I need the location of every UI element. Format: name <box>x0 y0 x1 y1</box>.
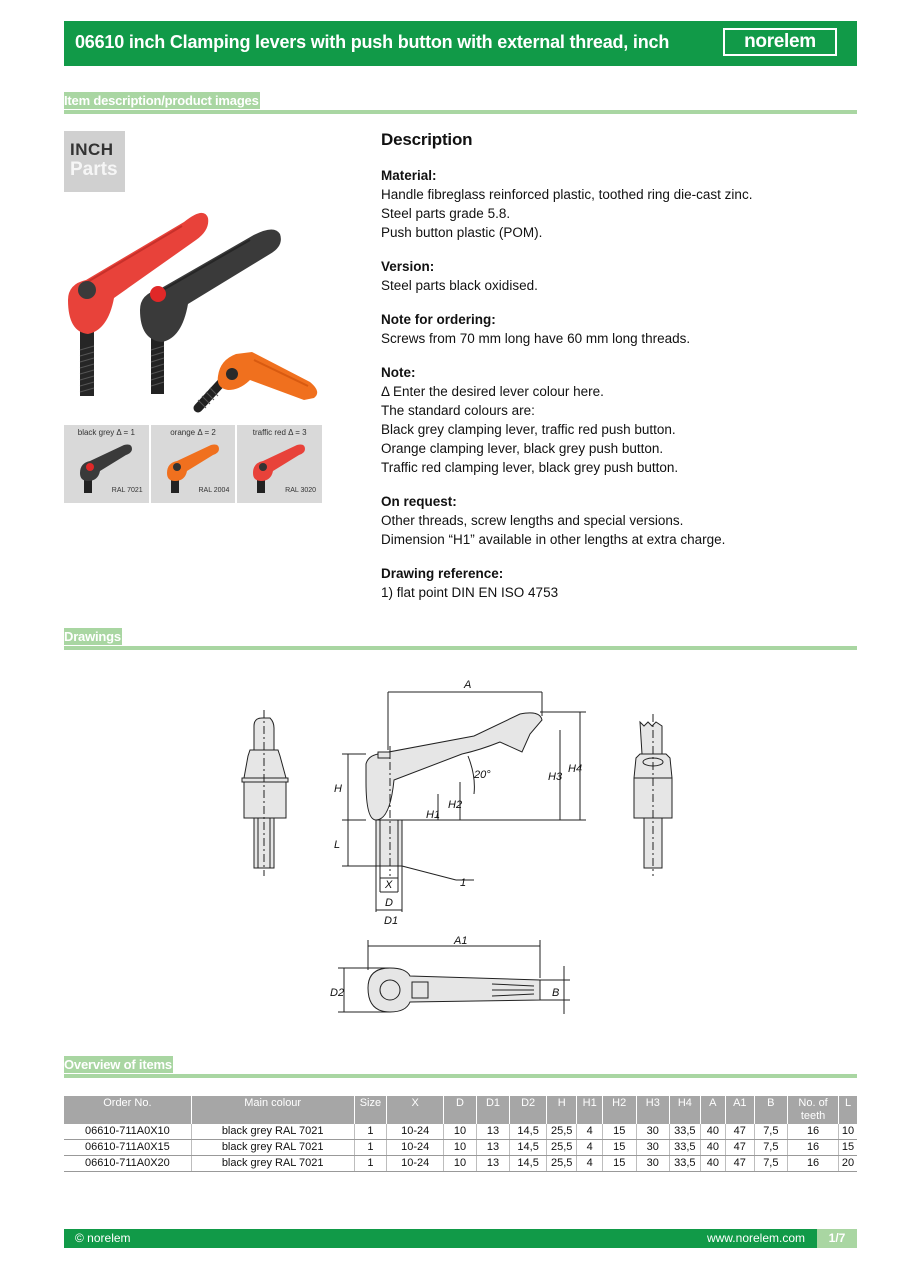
section-title-drawings: Drawings <box>64 629 121 644</box>
dim-label-b: B <box>552 987 560 999</box>
section-title-overview: Overview of items <box>64 1057 172 1072</box>
note-block <box>381 363 851 477</box>
section-title-product: Item description/product images <box>64 93 259 108</box>
cell: 16 <box>788 1124 839 1140</box>
cell: 47 <box>726 1156 755 1172</box>
on-request-block <box>381 492 851 549</box>
cell: black grey RAL 7021 <box>191 1156 354 1172</box>
dim-label-l: L <box>334 839 341 851</box>
drawing-reference-block <box>381 564 851 602</box>
col-h4: H4 <box>670 1096 701 1124</box>
swatch-black-grey <box>64 425 149 503</box>
block-line: Push button plastic (POM). <box>381 225 543 240</box>
block-line: The standard colours are: <box>381 403 535 418</box>
cell: 16 <box>788 1140 839 1156</box>
block-heading: Drawing reference: <box>381 566 504 581</box>
table-header-row <box>64 1096 857 1124</box>
col-a1: A1 <box>726 1096 755 1124</box>
dim-label-d: D <box>385 897 393 909</box>
col-order-no: Order No. <box>64 1096 191 1124</box>
cell: 7,5 <box>754 1156 788 1172</box>
cell: 15 <box>602 1124 636 1140</box>
section-rule <box>64 1074 857 1078</box>
block-heading: On request: <box>381 494 457 509</box>
block-line: 1) flat point DIN EN ISO 4753 <box>381 585 559 600</box>
block-heading: Note for ordering: <box>381 312 496 327</box>
col-h: H <box>546 1096 577 1124</box>
cell: 30 <box>636 1124 670 1140</box>
cell: 25,5 <box>546 1156 577 1172</box>
block-line: Handle fibreglass reinforced plastic, toothed ring die-cast zinc. <box>381 187 753 202</box>
dim-label-a1: A1 <box>454 935 468 947</box>
norelem-logo: norelem <box>723 28 837 56</box>
cell: 47 <box>726 1140 755 1156</box>
ordering-note-block <box>381 310 851 348</box>
col-d: D <box>444 1096 477 1124</box>
orange-lever-icon <box>198 352 317 408</box>
description-title: Description <box>381 130 473 149</box>
cell: 30 <box>636 1156 670 1172</box>
cell: 33,5 <box>670 1140 701 1156</box>
col-d1: D1 <box>476 1096 510 1124</box>
reference-label: 1 <box>460 877 467 889</box>
block-line: Steel parts black oxidised. <box>381 278 538 293</box>
cell: 33,5 <box>670 1156 701 1172</box>
cell: 06610-711A0X15 <box>64 1140 191 1156</box>
block-line: Other threads, screw lengths and special versions. <box>381 513 684 528</box>
cell: 15 <box>602 1156 636 1172</box>
description-panel <box>381 130 851 617</box>
table-row <box>64 1140 857 1156</box>
top-view <box>338 940 570 1014</box>
copyright: © norelem <box>75 1231 131 1245</box>
cell: 7,5 <box>754 1140 788 1156</box>
cell: black grey RAL 7021 <box>191 1124 354 1140</box>
col-l: L <box>839 1096 857 1124</box>
page-footer <box>64 1229 857 1248</box>
swatch-ral: RAL 7021 <box>111 487 143 494</box>
cell: 47 <box>726 1124 755 1140</box>
cell: 10-24 <box>387 1140 444 1156</box>
block-line: Screws from 70 mm long have 60 mm long threads. <box>381 331 691 346</box>
cell: 33,5 <box>670 1124 701 1140</box>
block-line: Black grey clamping lever, traffic red push button. <box>381 422 676 437</box>
section-rule <box>64 110 857 114</box>
page-title: 06610 inch Clamping levers with push button with external thread, inch <box>75 32 670 52</box>
cell: 1 <box>354 1124 387 1140</box>
cell: 10 <box>444 1140 477 1156</box>
cell: 13 <box>476 1156 510 1172</box>
cell: 13 <box>476 1124 510 1140</box>
dim-label-d1: D1 <box>384 915 399 927</box>
table-row <box>64 1124 857 1140</box>
block-heading: Note: <box>381 365 416 380</box>
cell: 40 <box>700 1156 725 1172</box>
page-header <box>64 21 857 66</box>
cell: 06610-711A0X20 <box>64 1156 191 1172</box>
col-main-colour: Main colour <box>191 1096 354 1124</box>
cell: 15 <box>839 1140 857 1156</box>
cell: 06610-711A0X10 <box>64 1124 191 1140</box>
cell: 30 <box>636 1140 670 1156</box>
cell: 16 <box>788 1156 839 1172</box>
cell: 10 <box>444 1156 477 1172</box>
items-table <box>64 1096 857 1172</box>
block-line: Dimension “H1” available in other lengths at extra charge. <box>381 532 726 547</box>
dim-label-a: A <box>464 679 472 691</box>
block-line: Δ Enter the desired lever colour here. <box>381 384 604 399</box>
block-line: Traffic red clamping lever, black grey push button. <box>381 460 679 475</box>
block-line: Orange clamping lever, black grey push button. <box>381 441 664 456</box>
dim-label-h: H <box>334 783 342 795</box>
block-heading: Version: <box>381 259 435 274</box>
dim-label-h1: H1 <box>426 809 441 821</box>
col-teeth: No. of teeth <box>788 1096 839 1124</box>
col-size: Size <box>354 1096 387 1124</box>
col-a: A <box>700 1096 725 1124</box>
block-heading: Material: <box>381 168 437 183</box>
technical-drawing <box>230 670 680 1030</box>
cell: 10 <box>444 1124 477 1140</box>
block-line: Steel parts grade 5.8. <box>381 206 511 221</box>
cell: 25,5 <box>546 1124 577 1140</box>
cell: 14,5 <box>510 1124 547 1140</box>
version-block <box>381 257 851 295</box>
cell: 40 <box>700 1124 725 1140</box>
cell: 14,5 <box>510 1156 547 1172</box>
cell: 25,5 <box>546 1140 577 1156</box>
swatch-caption: black grey Δ = 1 <box>77 428 135 437</box>
material-block <box>381 166 851 242</box>
col-d2: D2 <box>510 1096 547 1124</box>
col-h2: H2 <box>602 1096 636 1124</box>
cell: 20 <box>839 1156 857 1172</box>
col-x: X <box>387 1096 444 1124</box>
swatch-orange <box>151 425 236 503</box>
cell: black grey RAL 7021 <box>191 1140 354 1156</box>
dim-label-angle: 20° <box>474 769 491 781</box>
dim-label-h2: H2 <box>448 799 463 811</box>
badge-line2: Parts <box>70 159 118 180</box>
swatch-ral: RAL 3020 <box>285 487 317 494</box>
col-b: B <box>754 1096 788 1124</box>
side-view-right <box>634 714 672 876</box>
dim-label-d2: D2 <box>330 987 345 999</box>
product-image <box>64 200 324 425</box>
cell: 10 <box>839 1124 857 1140</box>
badge-line1: INCH <box>70 140 114 159</box>
colour-swatches <box>64 425 322 503</box>
cell: 14,5 <box>510 1140 547 1156</box>
cell: 1 <box>354 1156 387 1172</box>
side-view-left <box>242 710 288 876</box>
swatch-caption: traffic red Δ = 3 <box>252 428 307 437</box>
table-row <box>64 1156 857 1172</box>
page-number: 1/7 <box>817 1229 857 1248</box>
section-rule <box>64 646 857 650</box>
dim-label-h3: H3 <box>548 771 563 783</box>
cell: 10-24 <box>387 1156 444 1172</box>
dim-label-h4: H4 <box>568 763 583 775</box>
col-h1: H1 <box>577 1096 602 1124</box>
swatch-traffic-red <box>237 425 322 503</box>
swatch-caption: orange Δ = 2 <box>170 428 216 437</box>
cell: 4 <box>577 1124 602 1140</box>
col-h3: H3 <box>636 1096 670 1124</box>
cell: 10-24 <box>387 1124 444 1140</box>
inch-parts-badge <box>64 131 125 192</box>
cell: 4 <box>577 1156 602 1172</box>
swatch-ral: RAL 2004 <box>198 487 230 494</box>
cell: 40 <box>700 1140 725 1156</box>
cell: 1 <box>354 1140 387 1156</box>
dim-label-x: X <box>385 879 393 891</box>
cell: 4 <box>577 1140 602 1156</box>
website-link[interactable]: www.norelem.com <box>706 1231 805 1245</box>
cell: 13 <box>476 1140 510 1156</box>
cell: 15 <box>602 1140 636 1156</box>
cell: 7,5 <box>754 1124 788 1140</box>
